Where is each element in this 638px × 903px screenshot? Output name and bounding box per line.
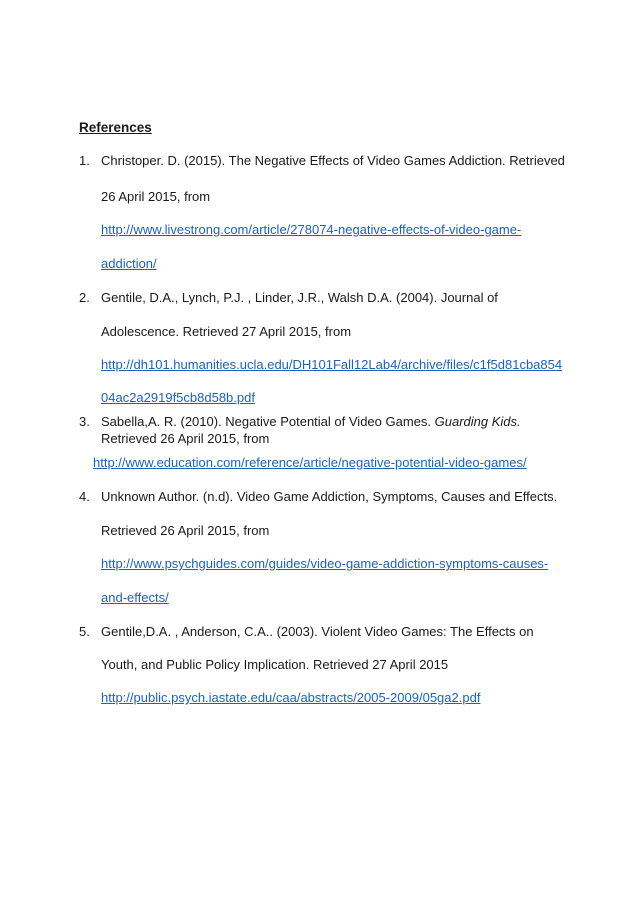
reference-text: Gentile, D.A., Lynch, P.J. , Linder, J.R., Walsh D.A. (2004). Journal of bbox=[101, 290, 498, 305]
references-heading: References bbox=[79, 120, 152, 135]
reference-link[interactable]: and-effects/ bbox=[101, 590, 169, 605]
reference-link[interactable]: http://dh101.humanities.ucla.edu/DH101Fall12Lab4/archive/files/c1f5d81cba854 bbox=[101, 357, 563, 372]
reference-number: 1. bbox=[79, 153, 90, 168]
reference-link[interactable]: addiction/ bbox=[101, 256, 157, 271]
reference-text: Retrieved 26 April 2015, from bbox=[101, 523, 270, 538]
reference-text: Gentile,D.A. , Anderson, C.A.. (2003). Violent Video Games: The Effects on bbox=[101, 624, 534, 639]
reference-text: Adolescence. Retrieved 27 April 2015, from bbox=[101, 324, 352, 339]
reference-text: Retrieved 26 April 2015, from bbox=[101, 431, 270, 446]
reference-number: 4. bbox=[79, 489, 90, 504]
reference-link[interactable]: 04ac2a2919f5cb8d58b.pdf bbox=[101, 390, 255, 405]
reference-journal-title: Guarding Kids. bbox=[434, 414, 521, 429]
reference-text: Christoper. D. (2015). The Negative Effects of Video Games Addiction. Retrieved bbox=[101, 153, 565, 168]
reference-text bbox=[101, 414, 521, 429]
reference-link[interactable]: http://www.livestrong.com/article/278074-negative-effects-of-video-game- bbox=[101, 222, 522, 237]
reference-link[interactable]: http://public.psych.iastate.edu/caa/abstracts/2005-2009/05ga2.pdf bbox=[101, 690, 481, 705]
reference-link[interactable]: http://www.psychguides.com/guides/video-game-addiction-symptoms-causes- bbox=[101, 556, 549, 571]
reference-text: Unknown Author. (n.d). Video Game Addiction, Symptoms, Causes and Effects. bbox=[101, 489, 558, 504]
reference-text-part: Sabella,A. R. (2010). Negative Potential of Video Games. bbox=[101, 414, 435, 429]
reference-number: 5. bbox=[79, 624, 90, 639]
reference-number: 3. bbox=[79, 414, 90, 429]
reference-number: 2. bbox=[79, 290, 90, 305]
reference-text: 26 April 2015, from bbox=[101, 189, 211, 204]
reference-link[interactable]: http://www.education.com/reference/article/negative-potential-video-games/ bbox=[93, 455, 527, 470]
reference-text: Youth, and Public Policy Implication. Retrieved 27 April 2015 bbox=[101, 657, 449, 672]
